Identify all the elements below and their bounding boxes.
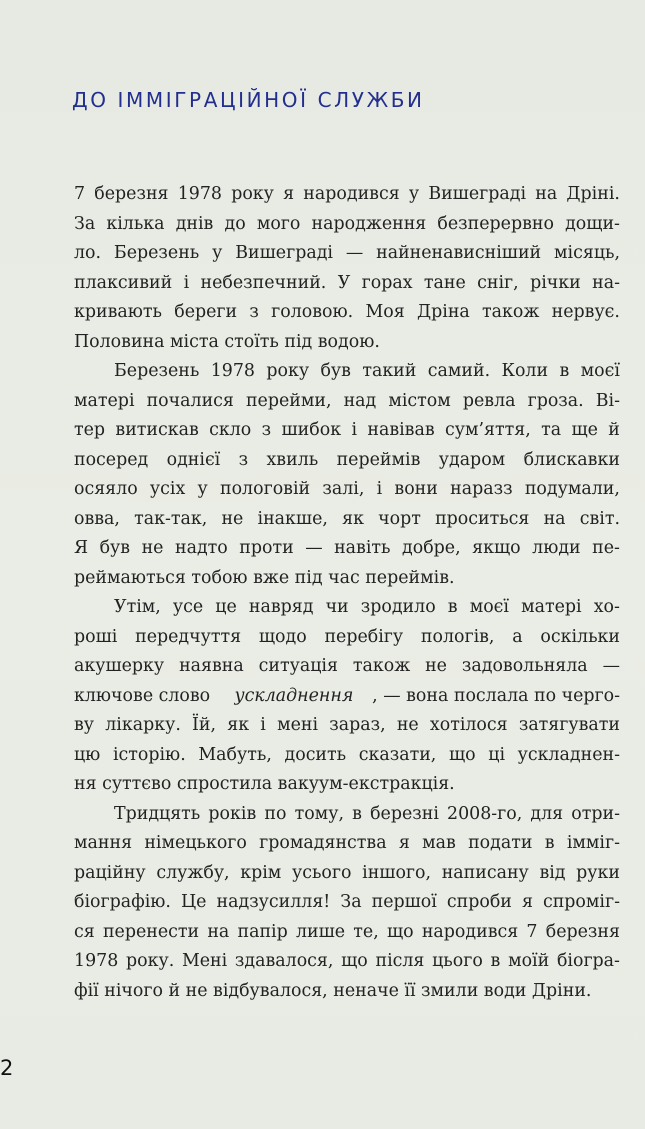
word: в: [490, 951, 501, 971]
word: і: [260, 715, 266, 735]
word: усіх: [149, 479, 186, 499]
word: проти: [239, 538, 294, 558]
word: місяць,: [554, 243, 620, 263]
word: іншого,: [362, 862, 432, 883]
word: затягувати: [518, 715, 620, 735]
word: також: [352, 656, 411, 676]
word: надто: [174, 538, 228, 558]
word: що: [448, 744, 476, 765]
word: був: [99, 538, 131, 558]
word: року: [266, 361, 310, 381]
word: шибок: [281, 420, 342, 440]
word: світ.: [579, 508, 620, 529]
word: Тридцять: [114, 803, 201, 824]
word: кривають: [74, 302, 162, 322]
word: ударом: [438, 449, 506, 470]
text-line: фії нічого й не відбувалося, неначе її змили води Дріни.: [74, 980, 592, 1001]
word: усього: [291, 862, 352, 883]
word: до: [224, 213, 246, 234]
word: ревла: [462, 390, 516, 411]
word: цього: [432, 951, 483, 971]
word: на-: [592, 272, 620, 293]
word: зараз,: [329, 715, 386, 735]
word: містом: [388, 390, 451, 411]
word: це: [215, 597, 237, 617]
word: перебігу: [324, 626, 404, 647]
word: усе: [172, 597, 204, 617]
word: в: [447, 597, 458, 617]
word: отри-: [571, 803, 620, 824]
word: Дріна: [416, 302, 470, 322]
word: осяяло: [74, 479, 138, 499]
word: над: [343, 390, 377, 411]
word: також: [482, 302, 540, 322]
word: задовольняла: [461, 656, 588, 676]
text-line: [74, 416, 620, 446]
text-line: [74, 829, 620, 859]
text-line: [74, 800, 620, 830]
word: та: [541, 420, 562, 440]
word: березня: [545, 921, 620, 942]
word: хвиль: [266, 449, 319, 470]
word: не: [141, 538, 164, 558]
text-line: [74, 387, 620, 417]
word: почалися: [146, 390, 234, 411]
word: біографію.: [74, 892, 171, 912]
word: історію.: [112, 744, 186, 765]
word: й: [608, 420, 620, 440]
word: як: [342, 508, 364, 529]
word: переймів: [336, 449, 421, 470]
text-line: [74, 505, 620, 535]
word: —: [305, 538, 323, 558]
word: самий.: [427, 361, 491, 381]
word: тане: [423, 272, 466, 293]
word: плаксивий: [74, 272, 173, 293]
word: в: [352, 803, 362, 824]
word: безперервно: [437, 213, 554, 234]
word: моєї: [580, 361, 620, 381]
word: і: [183, 272, 190, 293]
word: досить: [284, 744, 347, 765]
word: року: [231, 184, 274, 204]
word: надзусилля!: [216, 892, 331, 912]
word: так-так,: [134, 508, 208, 529]
word: —: [602, 656, 620, 676]
word: на: [535, 184, 558, 204]
word: ву: [74, 715, 95, 735]
word: горах: [361, 272, 413, 293]
text-line-with-emphasis: [74, 682, 620, 712]
word: імміг-: [566, 833, 620, 853]
word: ускладнен-: [517, 744, 620, 765]
word: після: [375, 951, 425, 971]
word: береги: [174, 302, 238, 322]
word: на: [543, 508, 566, 529]
text-line: [74, 918, 620, 948]
word: був: [320, 361, 351, 381]
word: наразз: [450, 479, 513, 499]
word: сказати,: [358, 744, 437, 765]
word: руки: [576, 862, 620, 883]
word: навряд: [248, 597, 314, 617]
word: ці: [488, 744, 506, 765]
word: з: [249, 302, 259, 322]
word: з: [261, 420, 272, 440]
word: хо-: [593, 597, 620, 617]
word: Мені: [181, 951, 228, 971]
word: тер: [74, 420, 106, 440]
word: однієї: [166, 449, 221, 470]
word: і: [351, 420, 357, 440]
text-line: ня суттєво спростила вакуум-екстракція.: [74, 774, 455, 794]
word: головою.: [271, 302, 354, 322]
word: чи: [325, 597, 349, 617]
word: березня: [94, 184, 169, 204]
word: мого: [256, 213, 301, 234]
word: гроза.: [527, 390, 584, 411]
word: залі,: [322, 479, 365, 499]
word: люди: [532, 538, 581, 558]
word: наявна: [179, 656, 244, 676]
page-number: 2: [0, 1056, 14, 1080]
word: Я: [74, 538, 89, 558]
word: Березень: [113, 243, 200, 263]
word: оскільки: [540, 626, 620, 647]
word: що: [386, 921, 414, 942]
body-text: [74, 180, 620, 1006]
word: раційну: [74, 862, 146, 883]
word: сніг,: [477, 272, 519, 293]
word: папір: [237, 921, 288, 942]
word: днів: [175, 213, 214, 234]
word: пологовій: [220, 479, 311, 499]
word: Утім,: [114, 597, 161, 617]
word: ще: [571, 420, 598, 440]
word: якщо: [472, 538, 521, 558]
word: березні: [370, 803, 439, 824]
word: спроміг-: [542, 892, 620, 912]
word: інакше,: [257, 508, 328, 529]
word: скло: [209, 420, 252, 440]
text-line: [74, 446, 620, 476]
text-line: [74, 623, 620, 653]
word: спроби: [446, 892, 512, 912]
text-line: [74, 534, 620, 564]
text-line: [74, 298, 620, 328]
word: Мабуть,: [198, 744, 272, 765]
word: річки: [530, 272, 581, 293]
word: Коли: [501, 361, 549, 381]
word: перейми,: [245, 390, 332, 411]
word: овва,: [74, 508, 120, 529]
word: перенести: [102, 921, 200, 942]
word: в: [544, 833, 555, 853]
word: роші: [74, 626, 118, 647]
word: по: [264, 803, 287, 824]
text-line: Половина міста стоїть під водою.: [74, 331, 380, 352]
word: на: [207, 921, 230, 942]
word: у: [197, 479, 208, 499]
word: Березень: [114, 361, 200, 381]
word: навіть: [334, 538, 391, 558]
word: службу,: [156, 862, 230, 883]
word: мання: [74, 833, 133, 853]
word: Моя: [365, 302, 405, 322]
word: Це: [181, 892, 207, 912]
word: Вишеграді: [235, 243, 333, 263]
word: нервує.: [551, 302, 620, 322]
word: добре,: [402, 538, 461, 558]
word: моїй: [508, 951, 550, 971]
emphasis-word: ускладнення: [234, 685, 354, 706]
word: що: [341, 951, 368, 971]
word: біогра-: [556, 951, 620, 971]
text-line: [74, 475, 620, 505]
word: моєї: [469, 597, 509, 617]
word: я: [521, 892, 533, 912]
word: 1978: [177, 184, 222, 204]
word: з: [238, 449, 249, 470]
word: 1978: [210, 361, 255, 381]
word: 7: [526, 921, 538, 942]
text-line: [74, 888, 620, 918]
word: пологів,: [420, 626, 495, 647]
word: і: [376, 479, 383, 499]
word: —: [345, 243, 364, 263]
word: ситуація: [258, 656, 338, 676]
text-line: [74, 652, 620, 682]
word: блискавки: [523, 449, 620, 470]
word: 2008-го,: [447, 803, 523, 824]
word: кілька: [106, 213, 165, 234]
chapter-title: ДО ІММІГРАЦІЙНОЇ СЛУЖБИ: [72, 88, 425, 112]
word: Дріні.: [566, 184, 620, 204]
word: народження: [311, 213, 427, 234]
word: проситься: [435, 508, 530, 529]
word: не: [425, 656, 447, 676]
word: За: [340, 892, 362, 912]
word: для: [530, 803, 564, 824]
text-line: [74, 947, 620, 977]
word: те,: [353, 921, 379, 942]
word: Їй,: [192, 715, 217, 735]
word: Ві-: [595, 390, 620, 411]
word: навівав: [367, 420, 435, 440]
word: передчуття: [135, 626, 242, 647]
text-line: [74, 593, 620, 623]
word: як: [227, 715, 250, 735]
word: витискав: [115, 420, 199, 440]
word: ся: [74, 921, 95, 942]
text-line: реймаються тобою вже під час переймів.: [74, 567, 455, 588]
word: у: [408, 184, 420, 204]
word: сум’яття,: [444, 420, 531, 440]
word: дощи-: [565, 213, 620, 234]
word: року.: [125, 951, 175, 971]
word: народився: [421, 921, 519, 942]
word: ло.: [74, 243, 102, 263]
word: лікарку.: [105, 715, 181, 735]
text-line: [74, 711, 620, 741]
word: мені: [277, 715, 319, 735]
text-line: [74, 180, 620, 210]
text-line: [74, 357, 620, 387]
word: зродило: [360, 597, 436, 617]
word: я: [283, 184, 295, 204]
word: посеред: [74, 449, 149, 470]
word: За: [74, 213, 96, 234]
word: акушерку: [74, 656, 165, 676]
word: громадянства: [259, 833, 387, 853]
word: лише: [295, 921, 346, 942]
word: народився: [303, 184, 400, 204]
text-line: [74, 859, 620, 889]
word: Вишеграді: [428, 184, 527, 204]
word: такий: [362, 361, 417, 381]
text-line: [74, 269, 620, 299]
word: матері: [74, 390, 135, 411]
word: не: [396, 715, 419, 735]
word: я: [398, 833, 410, 853]
word: чорт: [378, 508, 421, 529]
word: у: [212, 243, 223, 263]
word: найненависніший: [376, 243, 542, 263]
word: вони: [394, 479, 438, 499]
word: подумали,: [524, 479, 620, 499]
word: подати: [468, 833, 533, 853]
word: 7: [74, 184, 86, 204]
word: пе-: [592, 538, 620, 558]
text-line: [74, 210, 620, 240]
word: цю: [74, 744, 101, 765]
word: щодо: [258, 626, 307, 647]
word: років: [208, 803, 257, 824]
word: У: [337, 272, 351, 293]
word: першої: [371, 892, 437, 912]
word: небезпечний.: [200, 272, 327, 293]
word: здавалося,: [234, 951, 334, 971]
text-segment: ключове слово: [74, 685, 216, 706]
word: від: [539, 862, 566, 883]
word: крім: [240, 862, 282, 883]
text-segment: , — вона послала по черго-: [372, 685, 620, 706]
word: німецького: [144, 833, 247, 853]
word: матері: [521, 597, 582, 617]
word: не: [221, 508, 244, 529]
word: 1978: [74, 951, 119, 971]
word: в: [559, 361, 570, 381]
word: мав: [422, 833, 456, 853]
word: тому,: [294, 803, 344, 824]
text-line: [74, 741, 620, 771]
word: хотілося: [429, 715, 508, 735]
word: а: [512, 626, 523, 647]
text-line: [74, 239, 620, 269]
word: написану: [441, 862, 529, 883]
